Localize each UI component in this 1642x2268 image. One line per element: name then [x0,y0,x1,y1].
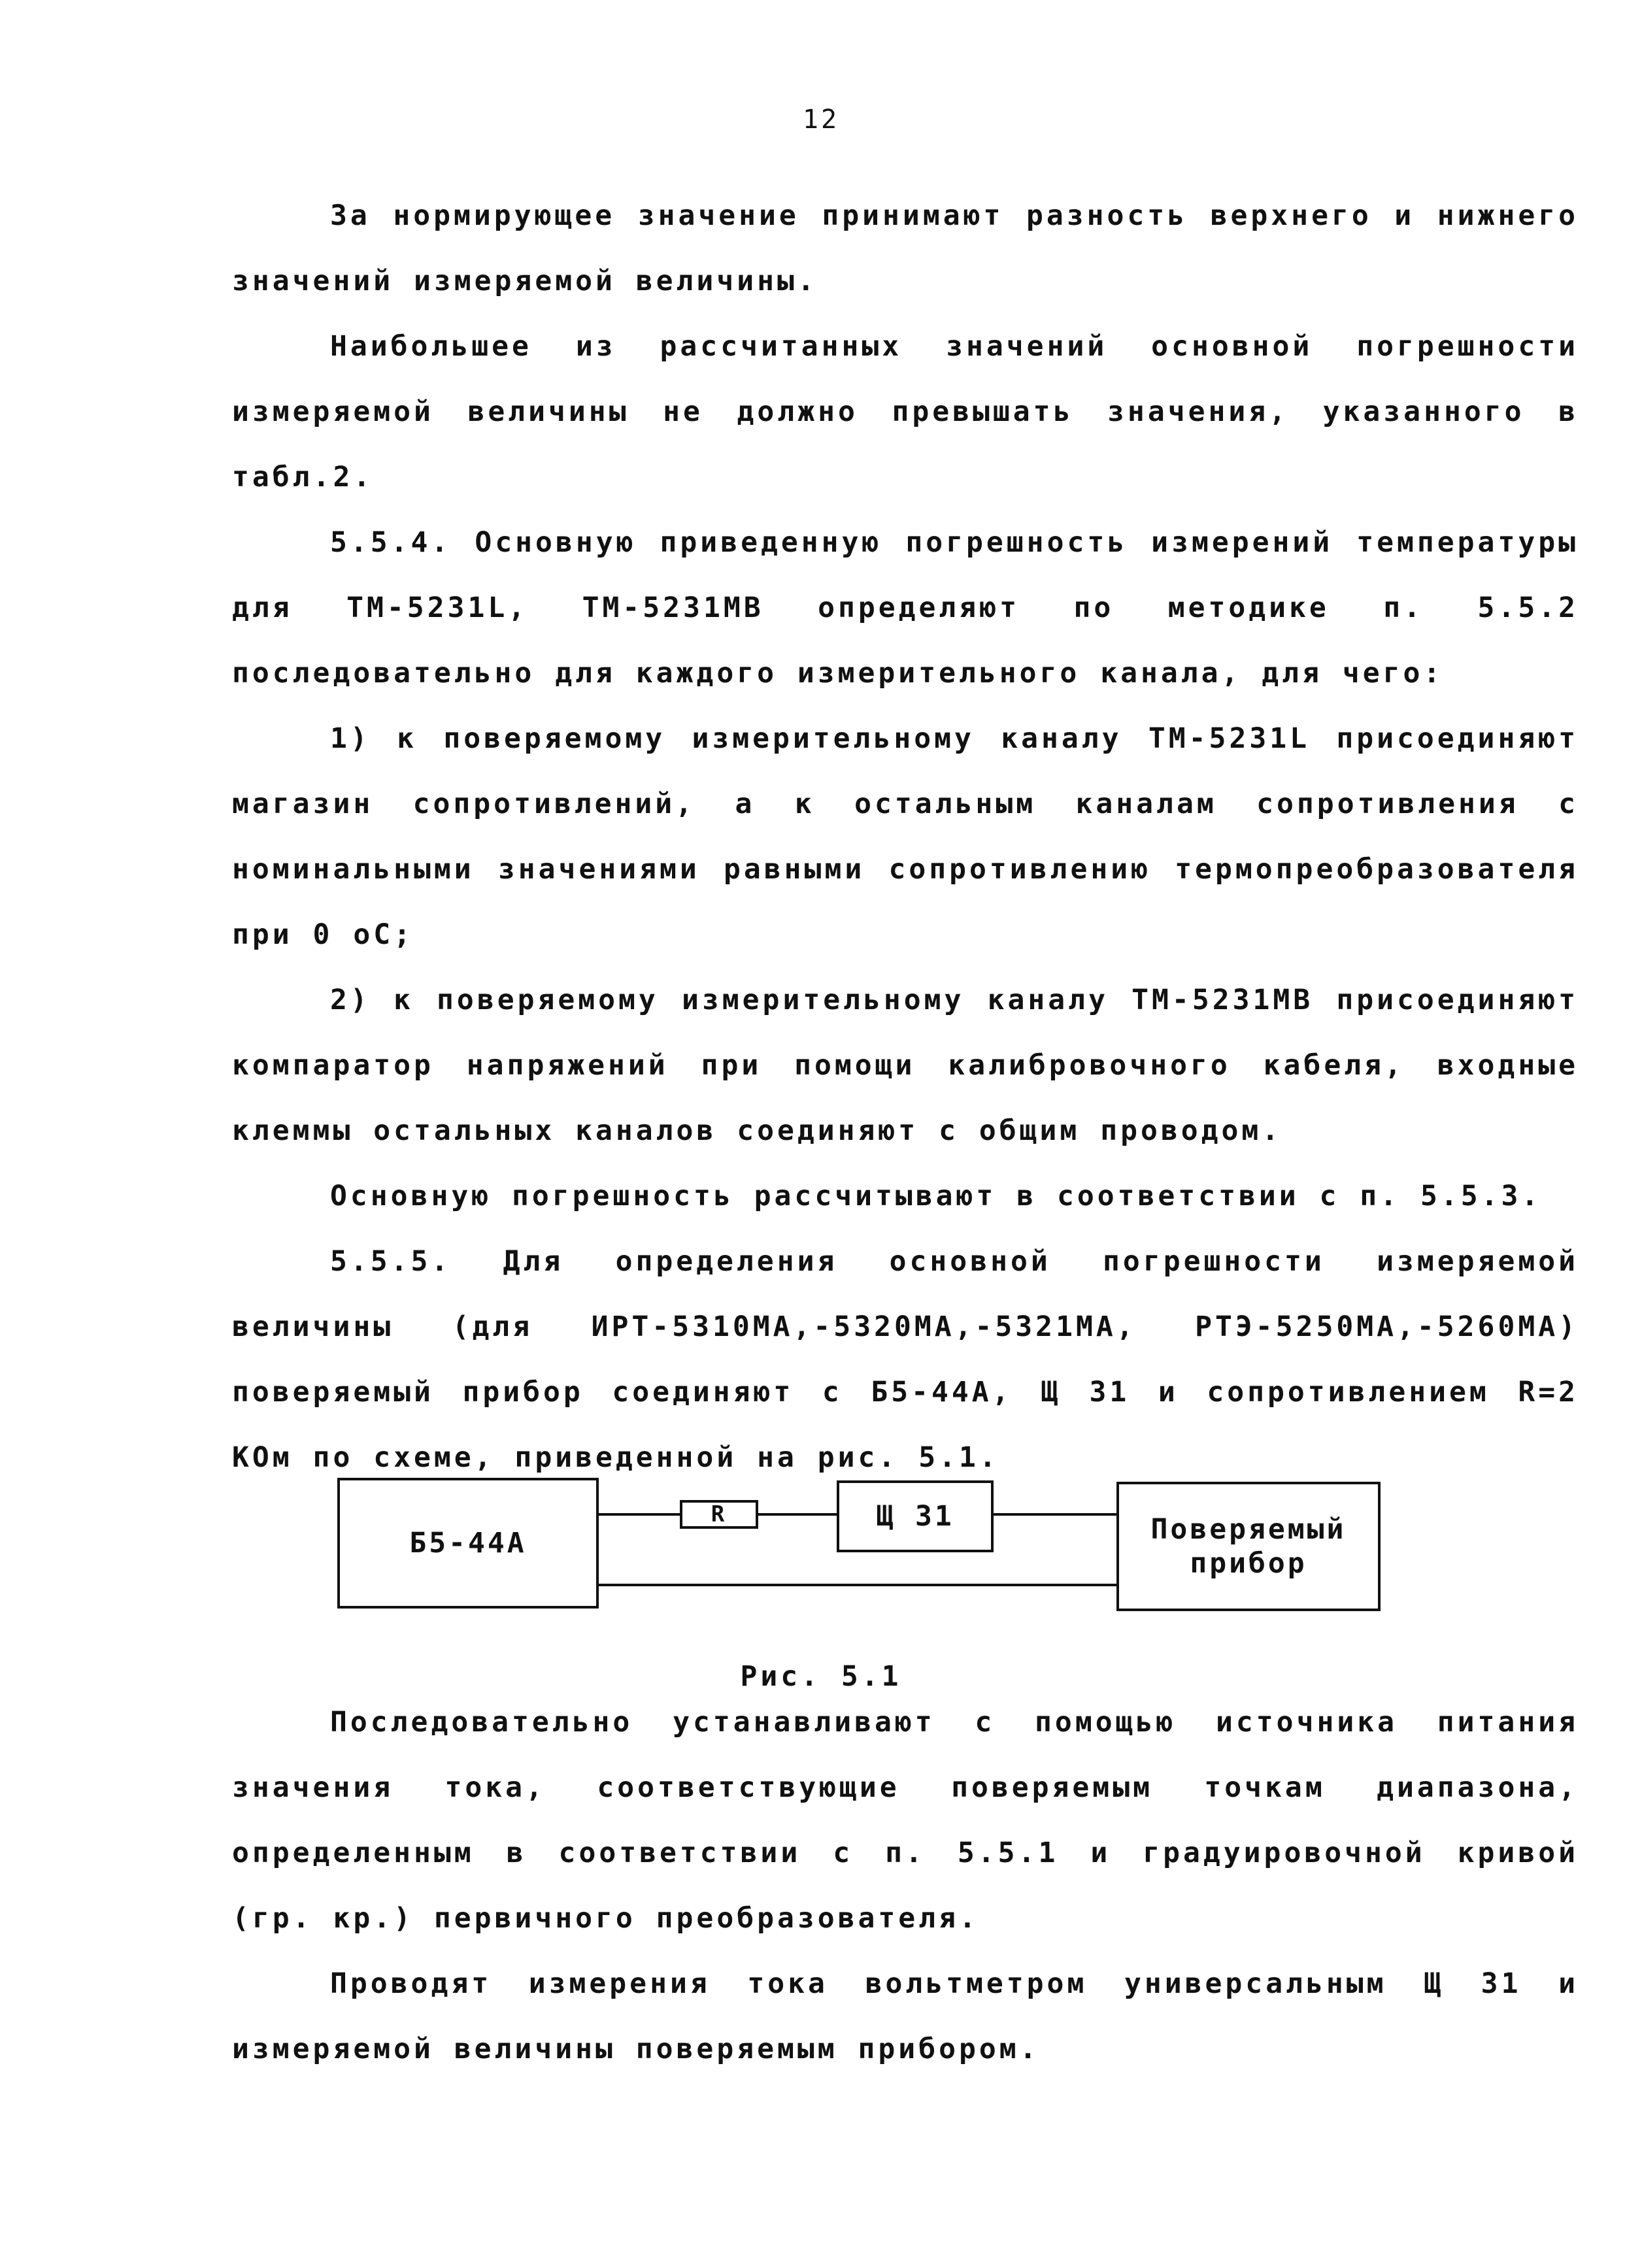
resistor-box: R [680,1500,758,1529]
device-label [1151,1512,1347,1580]
paragraph: 1) к поверяемому измерительному каналу ТМ-5231L присоединяют магазин сопротивлений, а к остальным каналам сопротивления с номинальными значениями равными сопротивлению термопреобразователя при 0 оС; [232,722,1579,951]
circuit-diagram [327,1467,1392,1624]
paragraph: 5.5.5. Для определения основной погрешности измеряемой величины (для ИРТ-5310МА,-5320МА,-5321МА, РТЭ-5250МА,-5260МА) поверяемый прибор соединяют с Б5-44А, Щ 31 и сопротивлением R=2 КОм по схеме, приведенной на рис. 5.1. [232,1245,1579,1474]
body-text-top [232,183,1579,1490]
paragraph: Проводят измерения тока вольтметром универсальным Щ 31 и измеряемой величины поверяемым прибором. [232,1967,1579,2065]
page-number: 12 [802,105,840,135]
device-label-line1: Поверяемый [1150,1513,1347,1546]
paragraph: 2) к поверяемому измерительному каналу ТМ-5231МВ присоединяют компаратор напряжений при помощи калибровочного кабеля, входные клеммы остальных каналов соединяют с общим проводом. [232,984,1579,1147]
power-supply-box: Б5-44А [337,1478,599,1609]
voltmeter-box: Щ 31 [837,1480,994,1552]
paragraph: За нормирующее значение принимают разность верхнего и нижнего значений измеряемой величины. [232,199,1579,297]
figure-caption: Рис. 5.1 [740,1660,902,1693]
body-text-bottom [232,1690,1579,2082]
paragraph: Основную погрешность рассчитывают в соответствии с п. 5.5.3. [330,1180,1542,1212]
paragraph: Последовательно устанавливают с помощью источника питания значения тока, соответствующие поверяемым точкам диапазона, определенным в соответствии с п. 5.5.1 и градуировочной кривой (гр. кр.) первичного преобразователя. [232,1706,1579,1935]
device-under-test-box [1116,1482,1381,1611]
paragraph: Наибольшее из рассчитанных значений основной погрешности измеряемой величины не должно превышать значения, указанного в табл.2. [232,330,1579,493]
paragraph: 5.5.4. Основную приведенную погрешность измерений температуры для ТМ-5231L, ТМ-5231МВ определяют по методике п. 5.5.2 последовательно для каждого измерительного канала, для чего: [232,526,1579,690]
device-label-line2: прибор [1190,1547,1307,1580]
